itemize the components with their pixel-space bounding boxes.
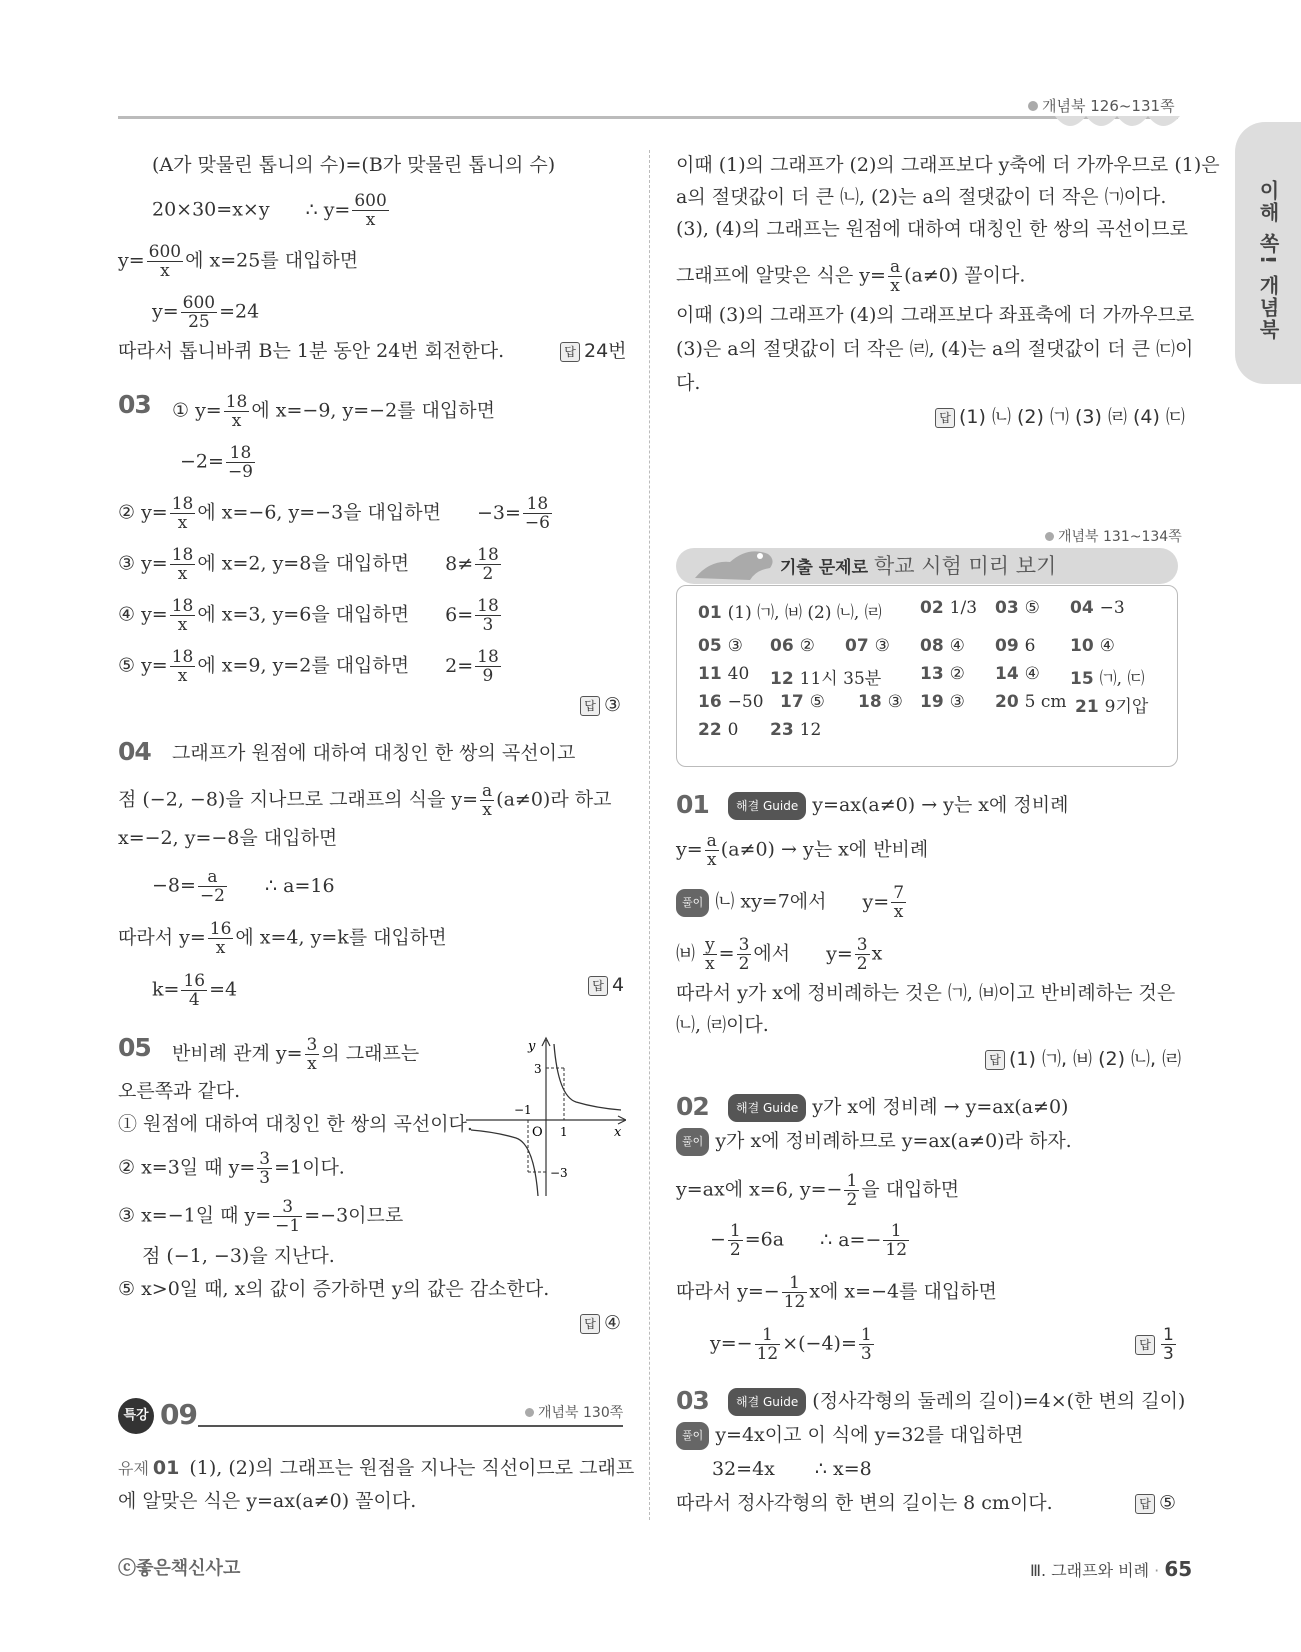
header-ref: 개념북 126~131쪽 xyxy=(1028,95,1175,116)
text-line: 그래프가 원점에 대하여 대칭인 한 쌍의 곡선이고 xyxy=(172,742,576,764)
text-line: 에 알맞은 식은 y=ax(a≠0) 꼴이다. xyxy=(118,1490,417,1512)
text-line: y= $\frac{600}{25}$ =24 xyxy=(152,293,260,332)
answer-cell xyxy=(698,720,739,740)
inverse-graph xyxy=(466,1036,626,1196)
answer-cell xyxy=(920,692,965,712)
graph-label-y: y xyxy=(528,1039,536,1054)
problem-number: 03 xyxy=(118,390,151,419)
text-line: 따라서 y=− $\frac{1}{12}$ x에 x=−4를 대입하면 xyxy=(676,1273,997,1312)
answer-value: −50 xyxy=(727,692,764,712)
problem-number: 01 xyxy=(676,790,709,819)
answer-number: 06 xyxy=(770,636,794,656)
text-line: 따라서 y가 x에 정비례하는 것은 ㈀, ㈅이고 반비례하는 것은 xyxy=(676,982,1176,1004)
crocodile-icon xyxy=(690,540,780,584)
graph-tick: −3 xyxy=(550,1166,568,1180)
graph-label-x: x xyxy=(614,1125,622,1140)
text-line: ㈁, ㈃이다. xyxy=(676,1014,769,1036)
exam-title: 기출 문제로 학교 시험 미리 보기 xyxy=(780,554,1057,578)
text-line: y=ax에 x=6, y=− $\frac{1}{2}$ 을 대입하면 xyxy=(676,1171,960,1210)
special-ref: 개념북 130쪽 xyxy=(525,1400,623,1426)
header-rule xyxy=(118,116,1178,119)
answer-number: 22 xyxy=(698,720,722,740)
answer-value: ③ xyxy=(949,692,965,712)
answer-cell xyxy=(1070,636,1115,656)
answer-number: 11 xyxy=(698,664,722,684)
text-line: y= $\frac{600}{x}$ 에 x=25를 대입하면 xyxy=(118,242,359,281)
column-divider xyxy=(649,150,650,1520)
answer-cell xyxy=(1070,664,1144,689)
answer: 답 (1) ㈀, ㈅ (2) ㈁, ㈃ xyxy=(985,1046,1181,1072)
answer-number: 23 xyxy=(770,720,794,740)
text-line: 유제 01 (1), (2)의 그래프는 원점을 지나는 직선이므로 그래프 xyxy=(118,1457,635,1479)
answer-value: ③ xyxy=(727,636,743,656)
text-line: 이때 (3)의 그래프가 (4)의 그래프보다 좌표축에 더 가까우므로 xyxy=(676,304,1195,326)
text-line: 점 (−2, −8)을 지나므로 그래프의 식을 y= $\frac{a}{x}$ (a≠0)라 하고 xyxy=(118,781,612,820)
answer-number: 14 xyxy=(995,664,1019,684)
text-line: 풀이 y=4x이고 이 식에 y=32를 대입하면 xyxy=(676,1422,1023,1450)
text-line: ③ y= $\frac{18}{x}$ 에 x=2, y=8을 대입하면 8≠ $\frac{18}{2}$ xyxy=(118,545,499,584)
answer-number: 15 xyxy=(1070,669,1094,689)
text-line: ① y= $\frac{18}{x}$ 에 x=−9, y=−2를 대입하면 xyxy=(172,392,495,431)
answer-cell xyxy=(698,598,882,623)
answer-number: 01 xyxy=(698,603,722,623)
exam-ref: 개념북 131~134쪽 xyxy=(1045,524,1182,550)
text-line: (A가 맞물린 톱니의 수)=(B가 맞물린 톱니의 수) xyxy=(152,154,556,176)
answer-number: 02 xyxy=(920,598,944,618)
answer-cell xyxy=(698,692,764,712)
text-line: 반비례 관계 y= $\frac{3}{x}$ 의 그래프는 xyxy=(172,1035,420,1074)
footer-publisher: ⓒ좋은책신사고 xyxy=(118,1558,241,1579)
answer-value: ㈀, ㈂ xyxy=(1099,669,1145,689)
answer-cell xyxy=(698,664,749,684)
answer-number: 12 xyxy=(770,669,794,689)
text-line: 풀이 y가 x에 정비례하므로 y=ax(a≠0)라 하자. xyxy=(676,1128,1072,1156)
answer-cell xyxy=(770,720,821,740)
header-wave xyxy=(1055,116,1180,136)
answer-value: ⑤ xyxy=(809,692,825,712)
answer-cell xyxy=(920,664,965,684)
text-line: 다. xyxy=(676,372,701,394)
text-line: 해결 Guide (정사각형의 둘레의 길이)=4×(한 변의 길이) xyxy=(728,1388,1185,1416)
answer: 답 ③ xyxy=(580,692,621,718)
text-line: ② y= $\frac{18}{x}$ 에 x=−6, y=−3을 대입하면 −3= $\frac{18}{-6}$ xyxy=(118,494,550,533)
text-line: 따라서 정사각형의 한 변의 길이는 8 cm이다. xyxy=(676,1492,1053,1514)
answer-cell xyxy=(770,636,815,656)
text-line: 32=4x ∴ x=8 xyxy=(712,1458,872,1480)
answer-cell xyxy=(920,636,965,656)
answer-number: 10 xyxy=(1070,636,1094,656)
answer-number: 17 xyxy=(780,692,804,712)
text-line: ① 원점에 대하여 대칭인 한 쌍의 곡선이다. xyxy=(118,1113,473,1135)
graph-label-origin: O xyxy=(532,1125,543,1140)
answer: 답 24번 xyxy=(560,338,627,364)
answer-cell xyxy=(1070,598,1125,618)
text-line: ⑤ y= $\frac{18}{x}$ 에 x=9, y=2를 대입하면 2= $\frac{18}{9}$ xyxy=(118,647,499,686)
problem-number: 03 xyxy=(676,1386,709,1415)
answer: 답 $\frac{1}{3}$ xyxy=(1135,1326,1178,1363)
text-line: − $\frac{1}{2}$ =6a ∴ a=− $\frac{1}{12}$ xyxy=(710,1221,908,1260)
answer-value: ③ xyxy=(887,692,903,712)
answer-cell xyxy=(770,664,881,689)
answer-number: 19 xyxy=(920,692,944,712)
answer-cell xyxy=(780,692,825,712)
text-line: ④ y= $\frac{18}{x}$ 에 x=3, y=6을 대입하면 6= $\frac{18}{3}$ xyxy=(118,596,499,635)
page-number: 65 xyxy=(1164,1557,1193,1581)
answer-number: 05 xyxy=(698,636,722,656)
answer-number: 03 xyxy=(995,598,1019,618)
answer-cell xyxy=(920,598,977,618)
text-line: 오른쪽과 같다. xyxy=(118,1080,241,1102)
problem-number: 05 xyxy=(118,1033,151,1062)
answer-value: 0 xyxy=(727,720,739,740)
answer-cell xyxy=(995,664,1040,684)
text-line: a의 절댓값이 더 큰 ㈁, (2)는 a의 절댓값이 더 작은 ㈀이다. xyxy=(676,186,1167,208)
text-line: ② x=3일 때 y= $\frac{3}{3}$ =1이다. xyxy=(118,1149,345,1188)
text-line: 따라서 y= $\frac{16}{x}$ 에 x=4, y=k를 대입하면 xyxy=(118,919,447,958)
answer-number: 04 xyxy=(1070,598,1094,618)
answer-number: 08 xyxy=(920,636,944,656)
special-number: 09 xyxy=(160,1398,197,1431)
answer: 답 4 xyxy=(588,972,624,998)
text-line: ⑤ x>0일 때, x의 값이 증가하면 y의 값은 감소한다. xyxy=(118,1278,550,1300)
answer-value: 5 cm xyxy=(1024,692,1067,712)
answer-value: (1) ㈀, ㈅ (2) ㈁, ㈃ xyxy=(727,603,882,623)
side-tab-label: 이해 쏙! 개념북 xyxy=(1256,180,1280,342)
answer-value: 11시 35분 xyxy=(799,669,882,689)
text-line: 그래프에 알맞은 식은 y= $\frac{a}{x}$ (a≠0) 꼴이다. xyxy=(676,257,1026,296)
answer-number: 16 xyxy=(698,692,722,712)
answer-cell xyxy=(995,692,1067,712)
answer-cell xyxy=(698,636,743,656)
answer-cell xyxy=(845,636,890,656)
text-line: k= $\frac{16}{4}$ =4 xyxy=(152,971,238,1010)
answer-value: ④ xyxy=(1024,664,1040,684)
answer-value: ④ xyxy=(949,636,965,656)
problem-number: 04 xyxy=(118,737,151,766)
answer-value: 9기압 xyxy=(1104,697,1149,717)
answer-value: ④ xyxy=(1099,636,1115,656)
text-line: 이때 (1)의 그래프가 (2)의 그래프보다 y축에 더 가까우므로 (1)은 xyxy=(676,154,1220,176)
text-line: (3), (4)의 그래프는 원점에 대하여 대칭인 한 쌍의 곡선이므로 xyxy=(676,218,1188,240)
answer-number: 20 xyxy=(995,692,1019,712)
answer-cell xyxy=(995,598,1040,618)
text-line: 해결 Guide y가 x에 정비례 → y=ax(a≠0) xyxy=(728,1094,1068,1122)
text-line: y= $\frac{a}{x}$ (a≠0) → y는 x에 반비례 xyxy=(676,831,929,870)
answer-value: 6 xyxy=(1024,636,1036,656)
text-line: 따라서 톱니바퀴 B는 1분 동안 24번 회전한다. xyxy=(118,340,505,362)
answer-value: 12 xyxy=(799,720,822,740)
answer-value: ② xyxy=(799,636,815,656)
text-line: (3)은 a의 절댓값이 더 작은 ㈃, (4)는 a의 절댓값이 더 큰 ㈂이 xyxy=(676,338,1194,360)
answer-number: 13 xyxy=(920,664,944,684)
answer: 답 ⑤ xyxy=(1135,1490,1176,1516)
text-line: −8= $\frac{a}{-2}$ ∴ a=16 xyxy=(152,867,335,906)
text-line: 해결 Guide y=ax(a≠0) → y는 x에 정비례 xyxy=(728,792,1068,820)
answer-value: 1/3 xyxy=(949,598,978,618)
graph-tick: 1 xyxy=(560,1125,568,1139)
answer-value: ⑤ xyxy=(1024,598,1040,618)
answer-number: 09 xyxy=(995,636,1019,656)
graph-tick: 3 xyxy=(534,1062,542,1076)
answer: 답 (1) ㈁ (2) ㈀ (3) ㈃ (4) ㈂ xyxy=(935,404,1185,430)
answer-cell xyxy=(1075,692,1148,717)
text-line: ③ x=−1일 때 y= $\frac{3}{-1}$ =−3이므로 xyxy=(118,1197,404,1236)
answer-number: 21 xyxy=(1075,697,1099,717)
text-line: 풀이 ㈁ xy=7에서 y= $\frac{7}{x}$ xyxy=(676,884,908,921)
answer-cell xyxy=(858,692,903,712)
answer-value: ③ xyxy=(874,636,890,656)
footer-chapter: Ⅲ. 그래프와 비례 · 65 xyxy=(1030,1557,1193,1581)
answer-value: ② xyxy=(949,664,965,684)
text-line: y=− $\frac{1}{12}$ ×(−4)= $\frac{1}{3}$ xyxy=(710,1325,872,1364)
problem-number: 02 xyxy=(676,1092,709,1121)
answer-number: 07 xyxy=(845,636,869,656)
text-line: 20×30=x×y ∴ y= $\frac{600}{x}$ xyxy=(152,191,387,230)
special-badge: 특강 xyxy=(118,1398,154,1434)
text-line: −2= $\frac{18}{-9}$ xyxy=(180,443,253,482)
answer-value: 40 xyxy=(727,664,750,684)
answer-cell xyxy=(995,636,1036,656)
text-line: 점 (−1, −3)을 지난다. xyxy=(142,1245,335,1267)
answer-value: −3 xyxy=(1099,598,1125,618)
text-line: ㈅ $\frac{y}{x}$ = $\frac{3}{2}$ 에서 y= $\frac{3}{2}$ x xyxy=(676,935,883,974)
answer: 답 ④ xyxy=(580,1310,621,1336)
graph-tick: −1 xyxy=(514,1103,532,1117)
answer-number: 18 xyxy=(858,692,882,712)
text-line: x=−2, y=−8을 대입하면 xyxy=(118,827,338,849)
